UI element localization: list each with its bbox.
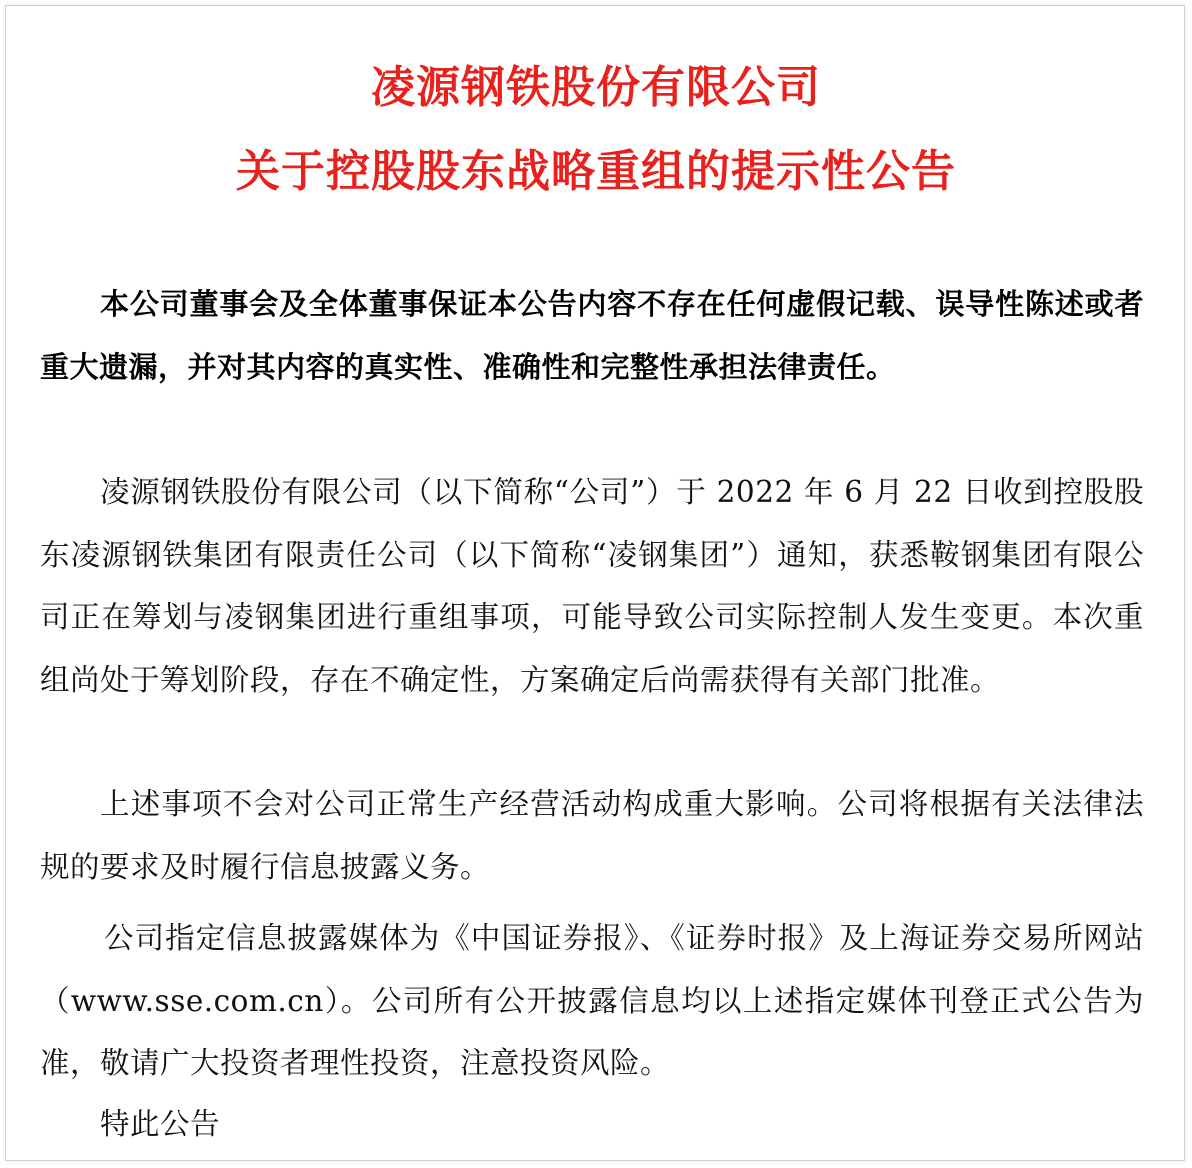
body-paragraph-disclosure-media: 公司指定信息披露媒体为《中国证券报》、《证券时报》及上海证券交易所网站（www.sse.com.cn）。公司所有公开披露信息均以上述指定媒体刊登正式公告为准，敬请广大投资者理性投资，注意投资风险。 [40, 921, 1144, 1080]
board-responsibility-statement: 本公司董事会及全体董事保证本公告内容不存在任何虚假记载、误导性陈述或者重大遗漏，并对其内容的真实性、准确性和完整性承担法律责任。 [40, 287, 1144, 384]
body-paragraph-impact: 上述事项不会对公司正常生产经营活动构成重大影响。公司将根据有关法律法规的要求及时履行信息披露义务。 [40, 787, 1144, 884]
document-title-subject: 关于控股股东战略重组的提示性公告 [236, 146, 956, 197]
body-paragraph-notice: 凌源钢铁股份有限公司（以下简称“公司”）于 2022 年 6 月 22 日收到控股股东凌源钢铁集团有限责任公司（以下简称“凌钢集团”）通知，获悉鞍钢集团有限公司正在筹划与凌钢集团进行重组事项，可能导致公司实际控制人发生变更。本次重组尚处于筹划阶段，存在不确定性，方案确定后尚需获得有关部门批准。 [40, 475, 1144, 697]
closing-remark: 特此公告 [100, 1107, 221, 1141]
document-title-company: 凌源钢铁股份有限公司 [371, 62, 821, 113]
